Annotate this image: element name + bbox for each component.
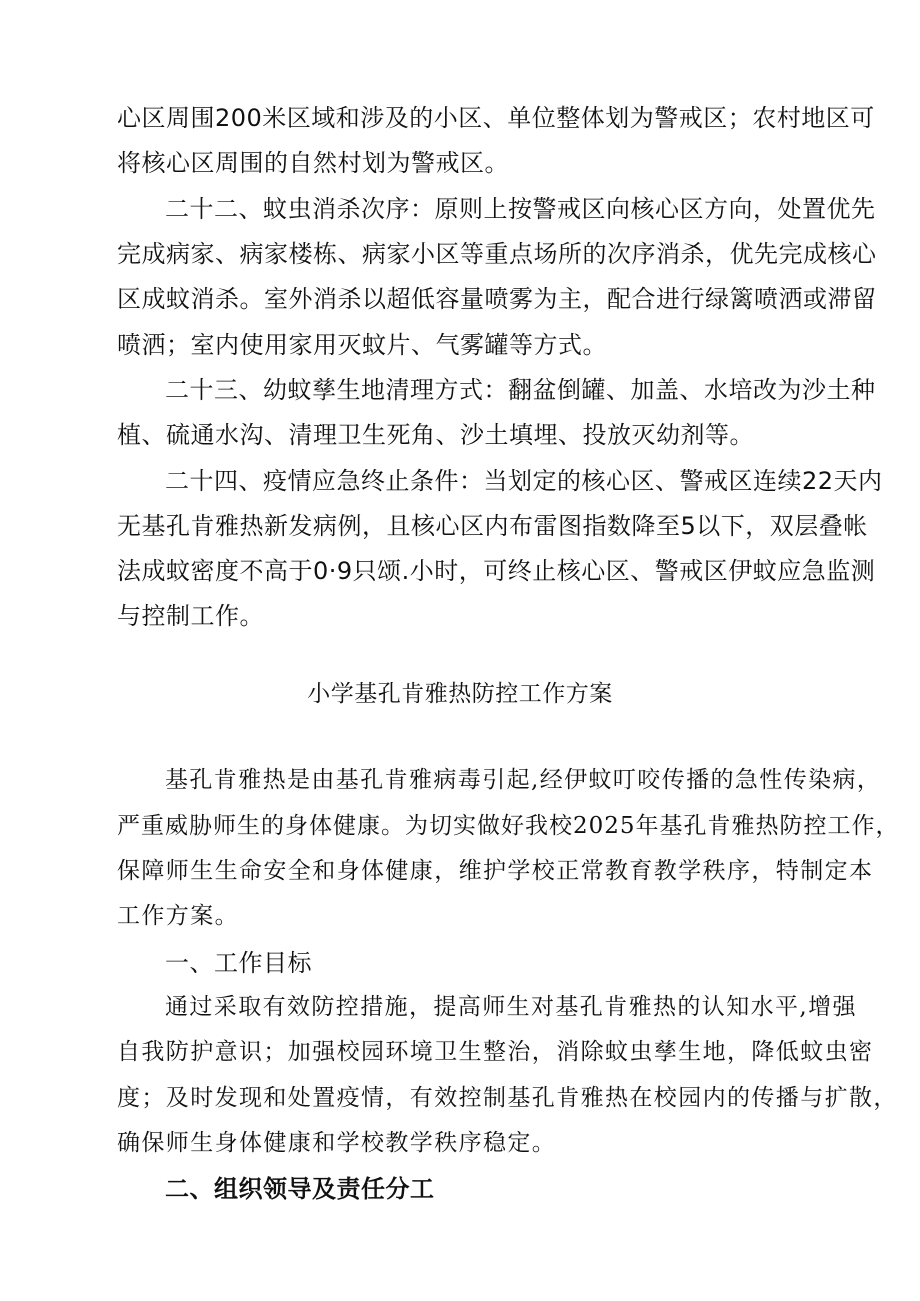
paragraph-line: 保障师生生命安全和身体健康，维护学校正常教育教学秩序，特制定本 bbox=[117, 858, 874, 884]
paragraph-line: 自我防护意识；加强校园环境卫生整治，消除蚊虫孳生地，降低蚊虫密 bbox=[117, 1039, 874, 1065]
paragraph-line: 严重威胁师生的身体健康。为切实做好我校2025年基孔肯雅热防控工作， bbox=[117, 813, 900, 839]
paragraph-line: 度；及时发现和处置疫情，有效控制基孔肯雅热在校园内的传播与扩散， bbox=[117, 1085, 898, 1111]
paragraph-line: 二十二、蚊虫消杀次序：原则上按警戒区向核心区方向，处置优先 bbox=[165, 195, 876, 223]
document-title: 小学基孔肯雅热防控工作方案 bbox=[307, 681, 613, 707]
paragraph-line: 区成蚊消杀。室外消杀以超低容量喷雾为主，配合进行绿篱喷洒或滞留 bbox=[117, 285, 877, 313]
paragraph-line: 通过采取有效防控措施，提高师生对基孔肯雅热的认知水平,增强 bbox=[165, 994, 857, 1020]
paragraph-line: 法成蚊密度不高于0·9只颂.小时，可终止核心区、警戒区伊蚊应急监测 bbox=[117, 557, 876, 585]
paragraph-line: 基孔肯雅热是由基孔肯雅病毒引起,经伊蚊叮咬传播的急性传染病， bbox=[165, 767, 882, 793]
paragraph-line: 无基孔肯雅热新发病例，且核心区内布雷图指数降至5以下，双层叠帐 bbox=[117, 512, 868, 540]
section-heading: 二、组织领导及责任分工 bbox=[165, 1175, 435, 1203]
paragraph-line: 确保师生身体健康和学校教学秩序稳定。 bbox=[117, 1130, 557, 1156]
paragraph-line: 心区周围200米区域和涉及的小区、单位整体划为警戒区；农村地区可 bbox=[117, 104, 875, 132]
paragraph-line: 二十三、幼蚊孳生地清理方式：翻盆倒罐、加盖、水培改为沙土种 bbox=[165, 376, 876, 404]
section-heading: 一、工作目标 bbox=[165, 949, 312, 977]
paragraph-line: 二十四、疫情应急终止条件：当划定的核心区、警戒区连续22天内 bbox=[165, 467, 883, 495]
paragraph-line: 完成病家、病家楼栋、病家小区等重点场所的次序消杀，优先完成核心 bbox=[117, 240, 877, 268]
paragraph-line: 植、硫通水沟、清理卫生死角、沙土填埋、投放灭幼剂等。 bbox=[117, 421, 754, 449]
paragraph-line: 将核心区周围的自然村划为警戒区。 bbox=[117, 149, 509, 177]
paragraph-line: 喷洒；室内使用家用灭蚊片、气雾罐等方式。 bbox=[117, 331, 607, 359]
paragraph-line: 与控制工作。 bbox=[117, 602, 264, 630]
paragraph-line: 工作方案。 bbox=[117, 903, 239, 929]
